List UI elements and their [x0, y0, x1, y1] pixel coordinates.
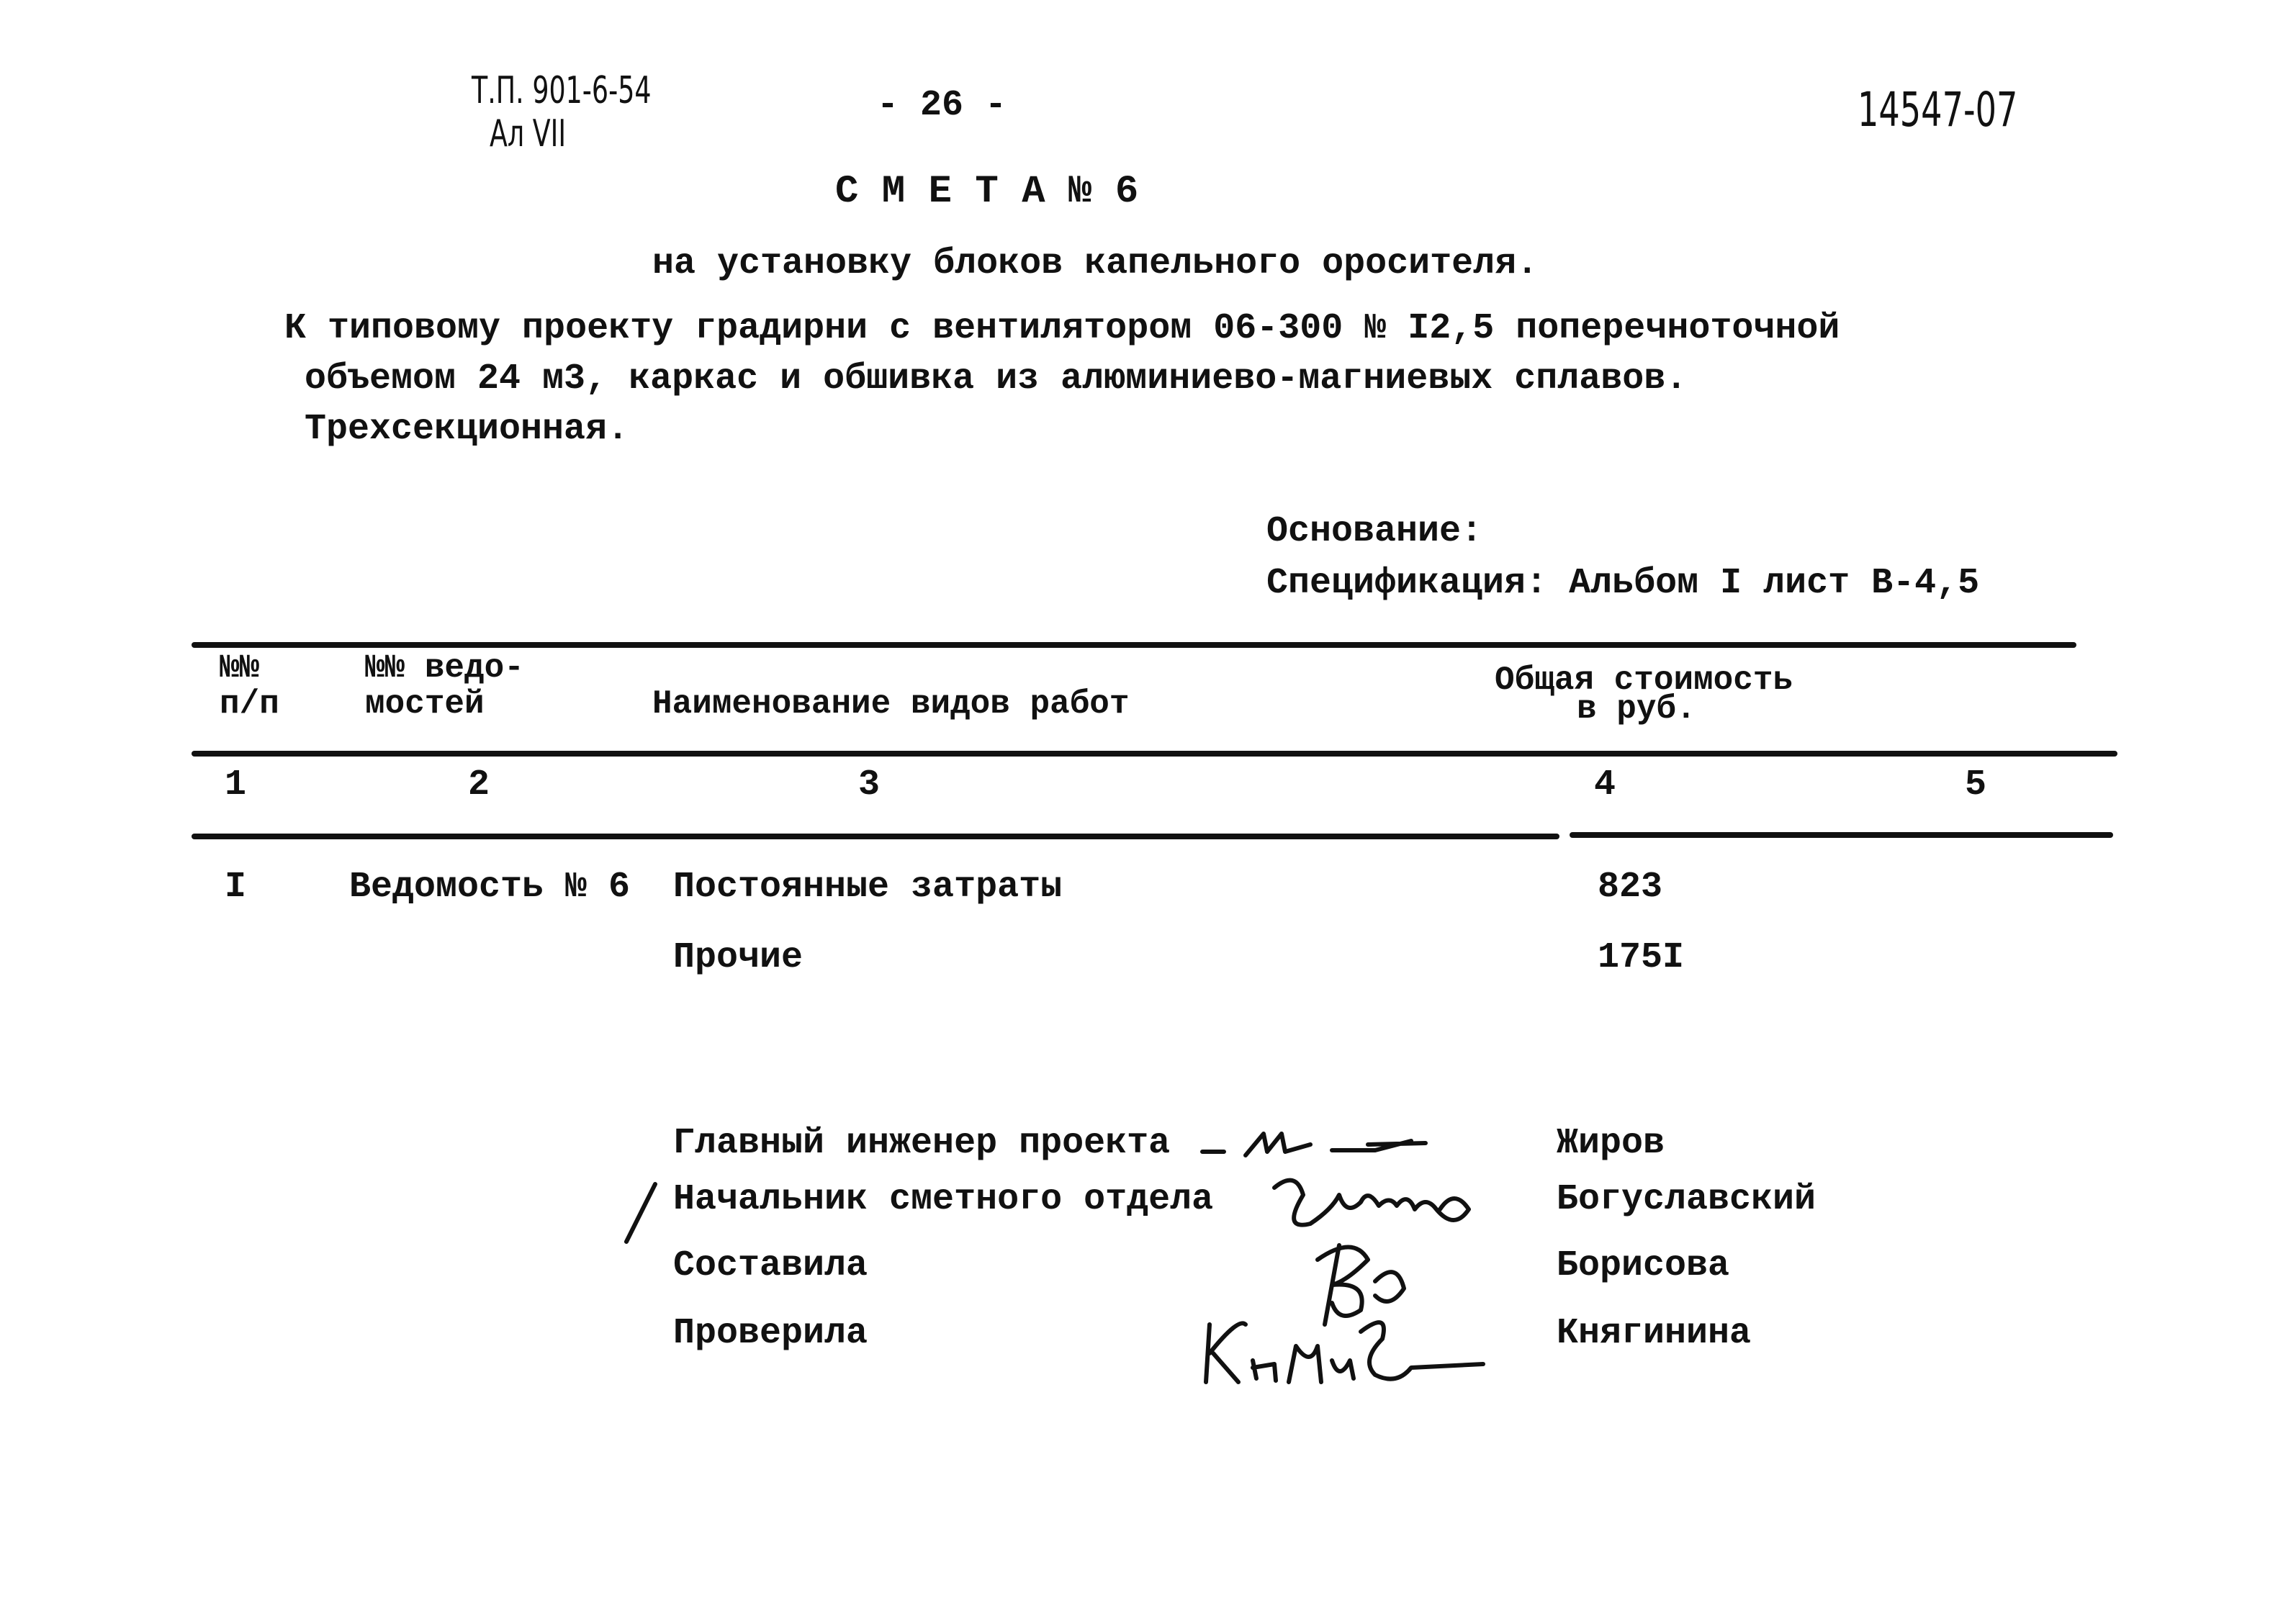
row-work-name: Прочие	[673, 937, 803, 978]
header-col1: №№	[220, 649, 260, 687]
header-col2: №№ ведо-	[365, 649, 524, 687]
row-work-name: Постоянные затраты	[673, 867, 1063, 908]
margin-slash-mark	[619, 1181, 662, 1245]
signature-role: Начальник сметного отдела	[673, 1179, 1214, 1220]
column-number: 3	[858, 764, 881, 805]
description-line: Трехсекционная.	[305, 409, 629, 450]
signature-role: Составила	[673, 1245, 868, 1286]
project-code: Т.П. 901-6-54	[472, 69, 652, 112]
signature-role: Проверила	[673, 1313, 868, 1354]
table-body-rule	[1570, 832, 2113, 838]
document-title: С М Е Т А № 6	[835, 170, 1139, 214]
signature-name: Борисова	[1557, 1245, 1730, 1286]
header-col2: мостей	[365, 685, 485, 723]
table-body-rule	[192, 834, 1559, 839]
header-col1: п/п	[220, 685, 279, 723]
signature-role: Главный инженер проекта	[673, 1123, 1171, 1164]
row-cost: 823	[1598, 867, 1663, 908]
header-col3: Наименование видов работ	[652, 685, 1130, 723]
signature-name: Богуславский	[1557, 1179, 1816, 1220]
basis-specification: Спецификация: Альбом I лист В-4,5	[1266, 563, 1980, 604]
handwritten-signature	[1195, 1123, 1447, 1166]
column-number: 5	[1965, 764, 1987, 805]
page-number: - 26 -	[877, 85, 1007, 126]
row-number: I	[225, 867, 247, 908]
column-number: 1	[225, 764, 247, 805]
description-line: объемом 24 м3, каркас и обшивка из алюминиево-магниевых сплавов.	[305, 358, 1688, 400]
signature-name: Княгинина	[1557, 1313, 1752, 1354]
document-subtitle: на установку блоков капельного оросителя.	[652, 243, 1539, 284]
handwritten-signature	[1195, 1296, 1512, 1396]
column-number: 4	[1594, 764, 1616, 805]
signature-name: Жиров	[1557, 1123, 1665, 1164]
description-line: К типовому проекту градирни с вентилятором 06-300 № I2,5 поперечноточной	[284, 308, 1840, 349]
column-number: 2	[468, 764, 490, 805]
album-number: Ал VII	[490, 112, 567, 155]
inventory-number: 14547-07	[1858, 82, 2018, 137]
header-col4: в руб.	[1577, 690, 1696, 728]
row-cost: 175I	[1598, 937, 1685, 978]
table-header-rule	[192, 751, 2117, 757]
basis-label: Основание:	[1266, 511, 1483, 552]
table-top-rule	[192, 642, 2076, 648]
row-statement: Ведомость № 6	[349, 867, 631, 908]
header-col4: Общая стоимость	[1495, 662, 1793, 699]
